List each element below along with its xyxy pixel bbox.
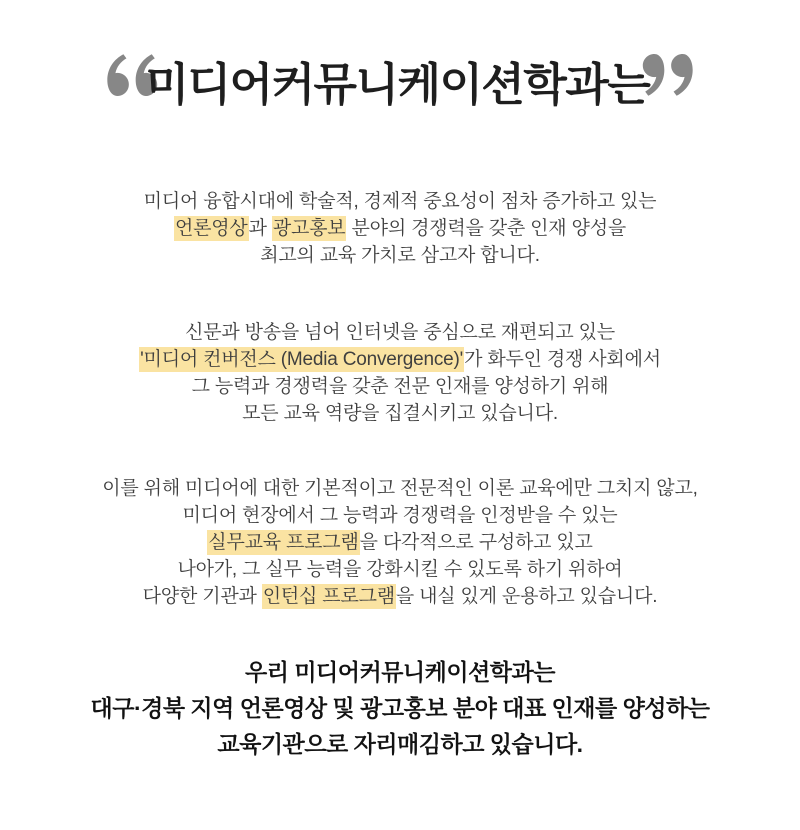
page-title: 미디어커뮤니케이션학과는 [145,59,650,110]
text-segment: 과 [248,218,272,239]
text-line [0,583,800,610]
text-segment: 나아가, 그 실무 능력을 강화시킬 수 있도록 하기 위하여 [177,559,623,580]
text-segment: 이를 위해 미디어에 대한 기본적이고 전문적인 이론 교육에만 그치지 않고, [102,478,698,499]
text-line [0,188,800,215]
text-segment: 다양한 기관과 [142,586,262,607]
highlighted-text: 언론영상 [174,218,248,239]
text-line [0,215,800,242]
text-segment: 미디어 현장에서 그 능력과 경쟁력을 인정받을 수 있는 [182,505,618,526]
convergence-paragraph [0,319,800,427]
highlighted-text: 광고홍보 [272,218,346,239]
text-segment: 을 내실 있게 운용하고 있습니다. [395,586,658,607]
text-line [0,529,800,556]
text-line [0,373,800,400]
text-segment: 분야의 경쟁력을 갖춘 인재 양성을 [346,218,627,239]
text-line [0,654,800,690]
text-line [0,726,800,762]
text-line [0,475,800,502]
intro-paragraph [0,188,800,269]
text-line [0,400,800,427]
text-line [0,556,800,583]
text-segment: 을 다각적으로 구성하고 있고 [359,532,593,553]
text-line [0,319,800,346]
program-paragraph [0,475,800,610]
text-segment: 우리 미디어커뮤니케이션학과는 [245,659,555,685]
highlighted-text: 인턴십 프로그램 [262,586,395,607]
page-title-row [0,46,800,130]
quote-close-icon [642,54,694,96]
text-segment: 최고의 교육 가치로 삼고자 합니다. [260,245,540,266]
closing-statement [0,654,800,762]
text-segment: 가 화두인 경쟁 사회에서 [464,349,661,370]
text-line [0,690,800,726]
text-segment: 그 능력과 경쟁력을 갖춘 전문 인재를 양성하기 위해 [191,376,609,397]
text-segment: 대구·경북 지역 언론영상 및 광고홍보 분야 대표 인재를 양성하는 [90,695,710,721]
highlighted-text: 실무교육 프로그램 [208,532,359,553]
highlighted-text: '미디어 컨버전스 (Media Convergence)' [140,349,464,370]
text-segment: 신문과 방송을 넘어 인터넷을 중심으로 재편되고 있는 [185,322,615,343]
text-segment: 교육기관으로 자리매김하고 있습니다. [217,731,583,757]
text-line [0,346,800,373]
text-segment: 미디어 융합시대에 학술적, 경제적 중요성이 점차 증가하고 있는 [143,191,657,212]
text-line [0,502,800,529]
text-segment: 모든 교육 역량을 집결시키고 있습니다. [242,403,558,424]
text-line [0,242,800,269]
